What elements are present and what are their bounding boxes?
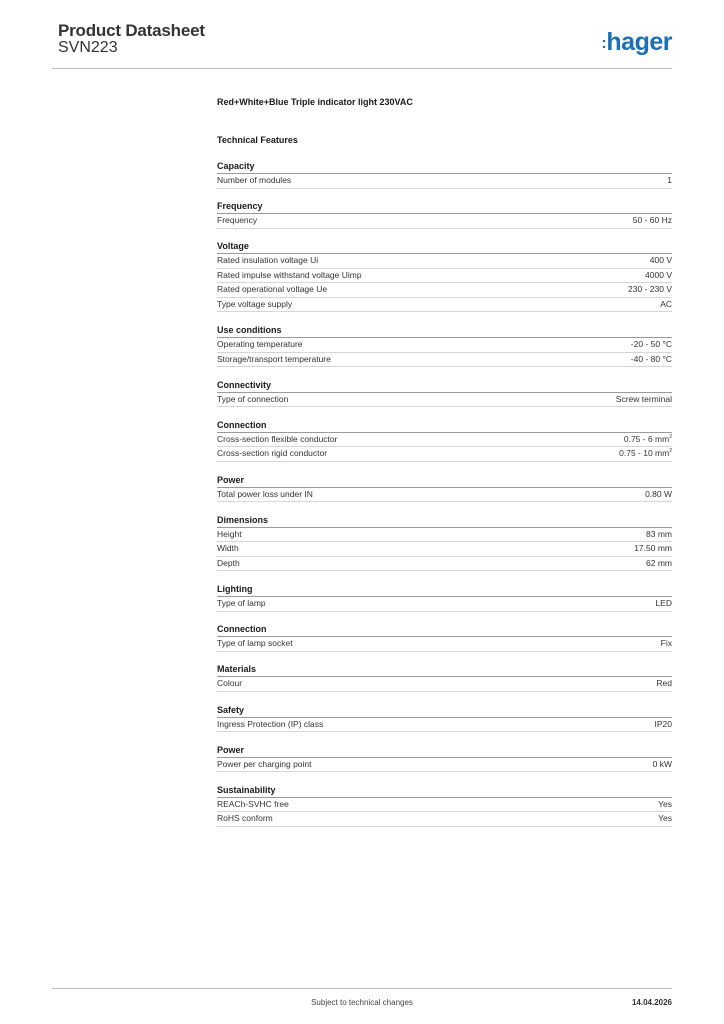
feature-label: Type voltage supply	[217, 298, 293, 309]
feature-value	[656, 677, 672, 691]
feature-value	[658, 798, 672, 812]
feature-label: Cross-section rigid conductor	[217, 448, 328, 459]
feature-value	[646, 528, 672, 542]
feature-value-text: 0 kW	[652, 758, 672, 769]
feature-row	[217, 528, 672, 543]
feature-row	[217, 718, 672, 733]
section-title: Safety	[217, 703, 672, 718]
section-title: Voltage	[217, 239, 672, 254]
feature-section	[217, 783, 672, 827]
feature-value	[658, 812, 672, 826]
feature-row	[217, 798, 672, 813]
feature-label: Rated impulse withstand voltage Uimp	[217, 269, 362, 280]
feature-value-text: 1	[667, 175, 672, 185]
feature-value-text: 83 mm	[646, 528, 672, 539]
feature-value	[631, 338, 672, 352]
feature-value	[634, 542, 672, 556]
feature-label: Power per charging point	[217, 758, 312, 769]
feature-value	[661, 637, 672, 651]
feature-section	[217, 622, 672, 652]
product-reference: SVN223	[58, 39, 118, 56]
feature-row	[217, 677, 672, 692]
feature-value-text: Screw terminal	[615, 393, 672, 404]
feature-row	[217, 557, 672, 572]
hager-logo	[601, 28, 672, 57]
feature-label: Type of lamp socket	[217, 638, 293, 649]
feature-row	[217, 812, 672, 827]
feature-value-text: 0.75 - 6 mm	[623, 433, 670, 444]
section-title: Materials	[217, 662, 672, 677]
feature-value	[633, 214, 672, 228]
logo-dots: :	[601, 35, 607, 52]
feature-label: REACh-SVHC free	[217, 798, 289, 809]
section-title: Use conditions	[217, 323, 672, 338]
feature-section	[217, 662, 672, 692]
product-name: Red+White+Blue Triple indicator light 230VAC	[217, 97, 413, 107]
section-title: Capacity	[217, 159, 672, 174]
section-title: Lighting	[217, 582, 672, 597]
feature-section	[217, 473, 672, 503]
section-title: Power	[217, 473, 672, 488]
feature-value-text: 62 mm	[646, 557, 672, 568]
feature-value-text: Yes	[658, 813, 672, 824]
unit-superscript: 2	[669, 448, 672, 455]
feature-value-text: LED	[655, 598, 672, 608]
feature-value	[653, 758, 672, 772]
feature-value-text: -20 - 50 °C	[630, 339, 672, 350]
feature-row	[217, 542, 672, 557]
feature-label: Height	[217, 528, 242, 539]
feature-row	[217, 338, 672, 353]
feature-section	[217, 582, 672, 612]
feature-row	[217, 597, 672, 612]
feature-label: RoHS conform	[217, 813, 273, 824]
feature-value	[667, 174, 672, 188]
feature-label: Frequency	[217, 215, 258, 226]
section-title: Connection	[217, 622, 672, 637]
feature-value-text: -40 - 80 °C	[630, 353, 672, 364]
feature-row	[217, 174, 672, 189]
feature-value-text: IP20	[654, 718, 672, 729]
feature-value	[628, 283, 672, 297]
feature-value-text: 17.50 mm	[634, 543, 672, 554]
footer-divider	[52, 988, 672, 989]
footer-date: 14.04.2026	[631, 998, 672, 1007]
footer-note: Subject to technical changes	[311, 998, 413, 1007]
feature-section	[217, 378, 672, 408]
feature-label: Width	[217, 543, 239, 554]
feature-value-text: Fix	[660, 638, 672, 649]
feature-label: Storage/transport temperature	[217, 353, 331, 364]
feature-value	[645, 269, 672, 283]
unit-superscript: 2	[669, 433, 672, 440]
feature-row	[217, 298, 672, 313]
page-title: Product Datasheet	[58, 21, 205, 40]
feature-value-text: 50 - 60 Hz	[632, 215, 672, 226]
feature-sections	[217, 159, 672, 827]
feature-value	[650, 254, 672, 268]
feature-value	[624, 433, 672, 447]
feature-value-text: AC	[660, 298, 672, 309]
feature-value	[655, 718, 673, 732]
feature-section	[217, 418, 672, 462]
feature-value-text: 230 - 230 V	[628, 284, 672, 295]
feature-section	[217, 199, 672, 229]
feature-value-text: 400 V	[649, 255, 672, 266]
feature-row	[217, 447, 672, 462]
feature-label: Colour	[217, 678, 243, 689]
section-title: Connectivity	[217, 378, 672, 393]
feature-label: Rated operational voltage Ue	[217, 284, 328, 295]
feature-row	[217, 283, 672, 298]
feature-value	[660, 298, 672, 312]
feature-value	[645, 488, 672, 502]
feature-value	[616, 393, 672, 407]
section-title: Frequency	[217, 199, 672, 214]
feature-label: Operating temperature	[217, 339, 303, 350]
feature-label: Type of connection	[217, 393, 289, 404]
datasheet-content	[217, 96, 672, 838]
feature-value-text: 0.75 - 10 mm	[619, 448, 670, 459]
header-divider	[52, 68, 672, 69]
feature-row	[217, 433, 672, 448]
feature-value-text: Red	[656, 678, 672, 689]
feature-value	[655, 597, 672, 611]
feature-label: Number of modules	[217, 175, 292, 185]
feature-row	[217, 637, 672, 652]
feature-row	[217, 488, 672, 503]
feature-row	[217, 353, 672, 368]
feature-label: Type of lamp	[217, 598, 266, 608]
technical-features-heading: Technical Features	[217, 135, 298, 145]
feature-section	[217, 743, 672, 773]
feature-value	[631, 353, 672, 367]
section-title: Power	[217, 743, 672, 758]
feature-label: Ingress Protection (IP) class	[217, 718, 324, 729]
feature-row	[217, 393, 672, 408]
feature-section	[217, 513, 672, 572]
section-title: Connection	[217, 418, 672, 433]
feature-value	[619, 447, 672, 461]
section-title: Dimensions	[217, 513, 672, 528]
feature-section	[217, 159, 672, 189]
feature-label: Cross-section flexible conductor	[217, 433, 338, 444]
feature-row	[217, 269, 672, 284]
feature-section	[217, 323, 672, 367]
logo-text: hager	[606, 28, 672, 56]
feature-row	[217, 214, 672, 229]
feature-section	[217, 239, 672, 312]
feature-value-text: Yes	[658, 798, 672, 809]
section-title: Sustainability	[217, 783, 672, 798]
feature-value	[646, 557, 672, 571]
feature-row	[217, 254, 672, 269]
feature-value-text: 0.80 W	[645, 488, 672, 499]
feature-row	[217, 758, 672, 773]
feature-value-text: 4000 V	[645, 269, 672, 280]
feature-section	[217, 703, 672, 733]
feature-label: Depth	[217, 557, 240, 568]
feature-label: Total power loss under IN	[217, 488, 313, 499]
feature-label: Rated insulation voltage Ui	[217, 255, 319, 266]
